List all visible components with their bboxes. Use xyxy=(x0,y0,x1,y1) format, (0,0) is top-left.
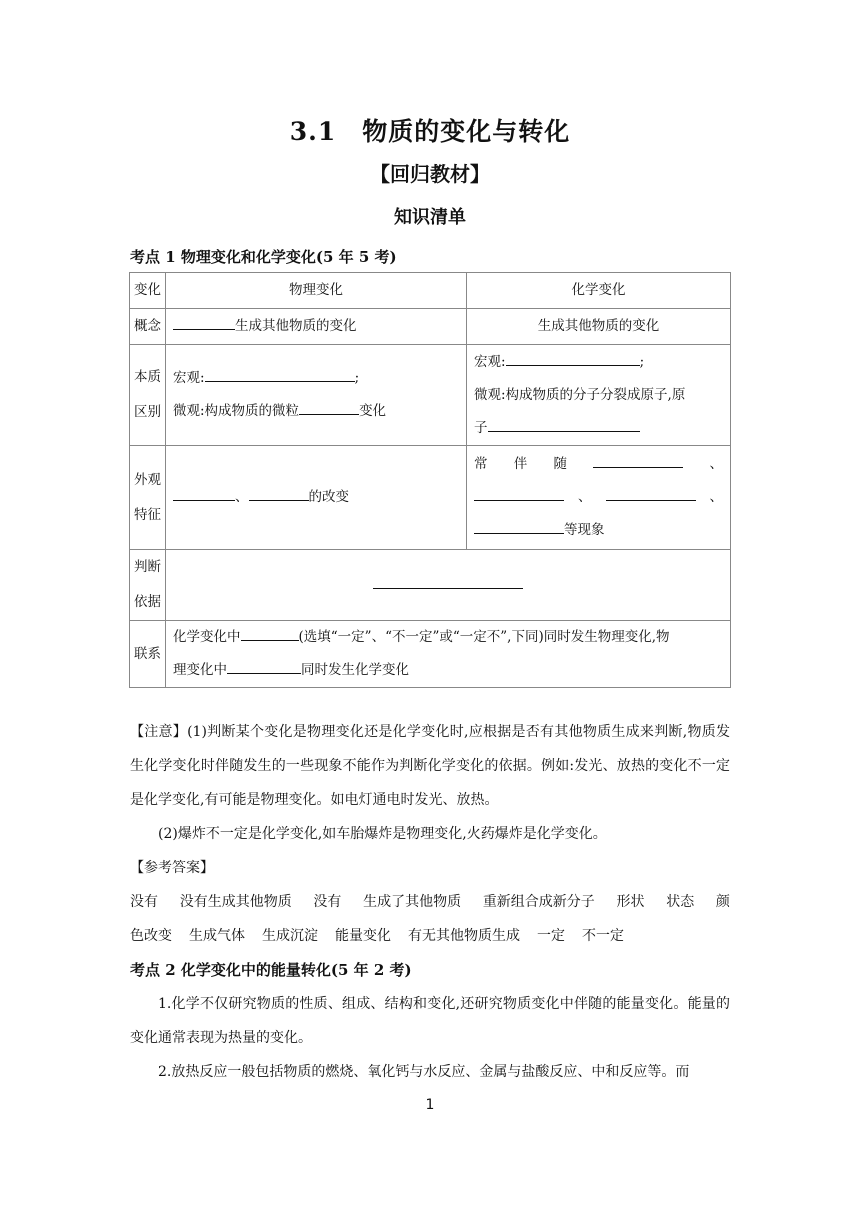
essence-physical-macro xyxy=(173,362,459,395)
answers-line-1 xyxy=(130,885,730,919)
fill-blank xyxy=(474,518,564,534)
fill-blank xyxy=(173,485,235,501)
row-label-judge xyxy=(130,550,166,621)
fill-blank xyxy=(249,485,309,501)
label-text: 随 xyxy=(553,456,567,472)
answer-item: 生成沉淀 xyxy=(262,928,318,944)
answer-item: 重新组合成新分子 xyxy=(482,894,595,910)
appearance-chemical-cell xyxy=(467,446,731,550)
label-text: ; xyxy=(639,353,645,370)
answer-item: 生成了其他物质 xyxy=(363,894,462,910)
answer-item: 色改变 xyxy=(130,928,172,944)
kaodian2-paragraph-2: 2.放热反应一般包括物质的燃烧、氧化钙与水反应、金属与盐酸反应、中和反应等。而 xyxy=(158,1064,690,1080)
answer-item: 有无其他物质生成 xyxy=(408,928,520,944)
label-text: 、 xyxy=(709,456,723,472)
section-title: 知识清单 xyxy=(394,207,466,228)
answer-item: 生成气体 xyxy=(189,928,245,944)
label-text: 伴 xyxy=(513,456,528,472)
label-text: 、 xyxy=(709,489,723,505)
header-cell-change: 变化 xyxy=(130,273,166,309)
row-label-appearance xyxy=(130,446,166,550)
concept-physical-text: 生成其他物质的变化 xyxy=(235,318,357,334)
table-row-judge xyxy=(130,550,731,621)
fill-blank xyxy=(373,573,523,589)
note-paragraph-2: (2)爆炸不一定是化学变化,如车胎爆炸是物理变化,火药爆炸是化学变化。 xyxy=(158,826,607,842)
label-text: 微观:构成物质的微粒 xyxy=(173,403,300,419)
label-text: 同时发生化学变化 xyxy=(301,662,409,678)
table-row-relation xyxy=(130,621,731,688)
answer-item: 能量变化 xyxy=(335,928,391,944)
row-label-line: 判断 xyxy=(134,559,161,575)
essence-chemical-macro xyxy=(474,346,723,379)
essence-chemical-cell xyxy=(467,345,731,446)
answer-item: 不一定 xyxy=(582,928,624,944)
comparison-table xyxy=(129,272,731,688)
answers-line-2 xyxy=(130,919,730,953)
row-label-line: 外观 xyxy=(134,471,161,488)
label-text: ; xyxy=(354,370,360,386)
table-row-appearance xyxy=(130,446,731,550)
fill-blank xyxy=(488,416,640,432)
row-label-essence xyxy=(130,345,166,446)
page-subtitle: 【回归教材】 xyxy=(370,162,490,186)
header-cell-chemical: 化学变化 xyxy=(467,273,731,309)
concept-chemical-cell: 生成其他物质的变化 xyxy=(467,309,731,345)
row-label-line: 特征 xyxy=(134,506,161,523)
note-paragraph-1: 【注意】(1)判断某个变化是物理变化还是化学变化时,应根据是否有其他物质生成来判断,物质发生化学变化时伴随发生的一些现象不能作为判断化学变化的依据。例如:发光、放热的变化不一定是化学变化,有可能是物理变化。如电灯通电时发光、放热。 xyxy=(130,724,730,808)
label-text: 等现象 xyxy=(564,522,605,538)
answer-item: 颜 xyxy=(715,894,730,910)
essence-physical-cell xyxy=(166,345,467,446)
fill-blank xyxy=(474,485,564,501)
label-text: 理变化中 xyxy=(173,662,227,678)
fill-blank xyxy=(241,625,299,641)
header-cell-physical: 物理变化 xyxy=(166,273,467,309)
label-text: 宏观: xyxy=(173,370,205,386)
table-header-row xyxy=(130,273,731,309)
fill-blank xyxy=(593,452,683,468)
fill-blank xyxy=(205,366,355,382)
answer-item: 一定 xyxy=(537,928,565,944)
essence-physical-micro xyxy=(173,395,459,428)
row-label-line: 区别 xyxy=(134,404,161,420)
answers-heading: 【参考答案】 xyxy=(130,860,214,876)
appearance-chemical-line1 xyxy=(474,448,723,481)
label-text: 常 xyxy=(474,456,488,472)
label-text: 的改变 xyxy=(308,489,349,505)
relation-line2 xyxy=(173,654,723,687)
essence-chemical-micro2 xyxy=(474,412,723,445)
fill-blank xyxy=(506,350,640,366)
kaodian2-heading: 考点 2 化学变化中的能量转化(5 年 2 考) xyxy=(130,961,412,979)
answer-item: 状态 xyxy=(666,894,695,910)
page-number: 1 xyxy=(425,1097,435,1113)
appearance-chemical-line2 xyxy=(474,481,723,514)
fill-blank xyxy=(227,658,301,674)
table-row-essence xyxy=(130,345,731,446)
label-text: 宏观: xyxy=(474,353,506,370)
row-label-line: 本质 xyxy=(134,369,161,385)
fill-blank xyxy=(173,314,235,330)
label-text: 、 xyxy=(235,489,249,505)
concept-physical-cell xyxy=(166,309,467,345)
table-row-concept xyxy=(130,309,731,345)
appearance-physical-cell xyxy=(166,446,467,550)
fill-blank xyxy=(299,399,359,415)
label-text: 变化 xyxy=(359,403,387,419)
answer-item: 形状 xyxy=(616,894,645,910)
kaodian2-paragraph-1: 1.化学不仅研究物质的性质、组成、结构和变化,还研究物质变化中伴随的能量变化。能量的变化通常表现为热量的变化。 xyxy=(130,996,730,1046)
answer-item: 没有 xyxy=(313,894,342,910)
judge-cell xyxy=(166,550,731,621)
relation-line1 xyxy=(173,621,723,654)
label-text: (选填“一定”、“不一定”或“一定不”,下同)同时发生物理变化,物 xyxy=(298,629,670,645)
label-text: 、 xyxy=(578,489,592,505)
kaodian1-heading: 考点 1 物理变化和化学变化(5 年 5 考) xyxy=(130,248,397,266)
appearance-chemical-line3 xyxy=(474,514,723,547)
answer-item: 没有生成其他物质 xyxy=(179,894,292,910)
page-title: 3.1 物质的变化与转化 xyxy=(289,117,571,146)
row-label-line: 依据 xyxy=(134,594,161,610)
relation-cell xyxy=(166,621,731,688)
label-text: 子 xyxy=(474,419,488,436)
essence-chemical-micro: 微观:构成物质的分子分裂成原子,原 xyxy=(474,386,686,403)
answer-item: 没有 xyxy=(130,894,158,910)
row-label-concept: 概念 xyxy=(130,309,166,345)
row-label-relation: 联系 xyxy=(130,621,166,688)
label-text: 化学变化中 xyxy=(173,629,241,645)
fill-blank xyxy=(606,485,696,501)
